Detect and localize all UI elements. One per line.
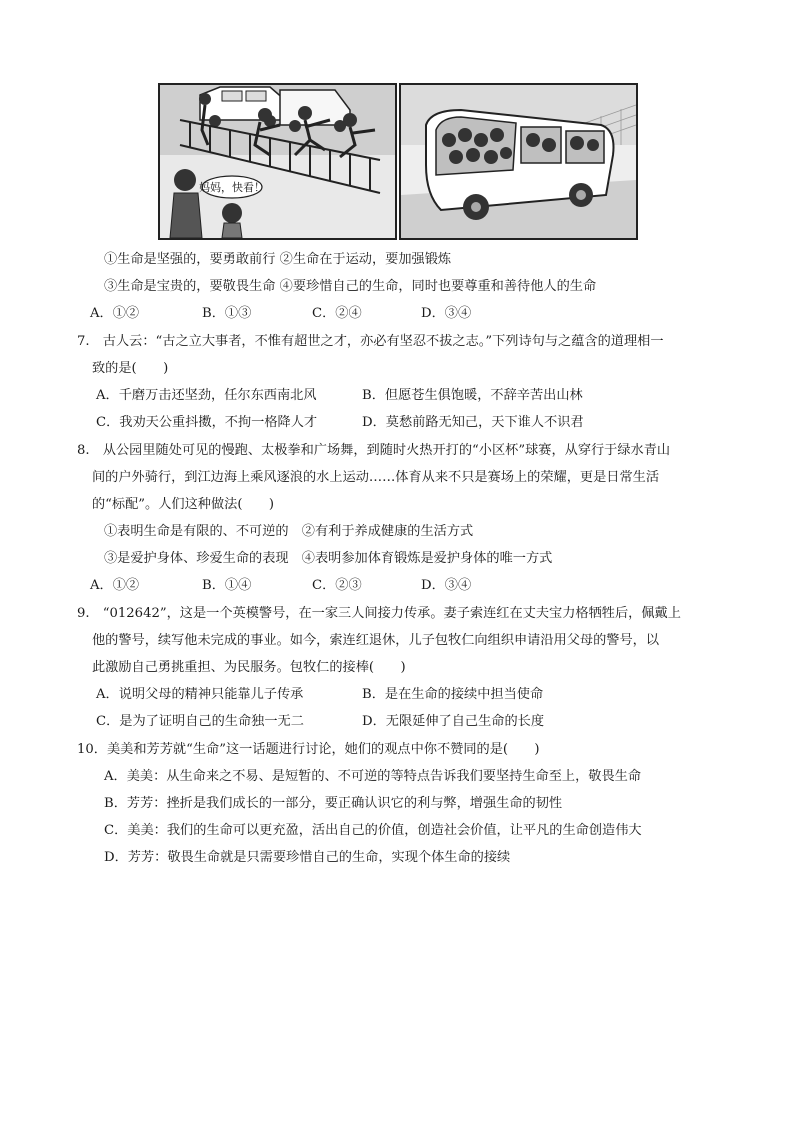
- q6-option-b: B．①③: [202, 306, 252, 321]
- q9-option-a: A．说明父母的精神只能靠儿子传承: [96, 687, 304, 702]
- q6-option-a: A．①②: [90, 306, 140, 321]
- q6-option-d: D．③④: [421, 306, 472, 321]
- q7-stem-line-2: 致的是( ): [92, 361, 169, 376]
- q6-statement-line-1: ①生命是坚强的，要勇敢前行 ②生命在于运动，要加强锻炼: [104, 252, 452, 267]
- q9-option-b: B．是在生命的接续中担当使命: [362, 687, 544, 702]
- q10-option-b: B．芳芳：挫折是我们成长的一部分，要正确认识它的利与弊，增强生命的韧性: [104, 796, 563, 811]
- q8-option-b: B．①④: [202, 578, 252, 593]
- q7-option-d: D．莫愁前路无知己，天下谁人不识君: [362, 415, 584, 430]
- q6-option-c: C．②④: [312, 306, 362, 321]
- q7-stem-line-1: 7. 古人云：“古之立大事者，不惟有超世之才，亦必有坚忍不拔之志。”下列诗句与之蕴含的道理相一: [77, 334, 664, 349]
- q8-option-a: A．①②: [90, 578, 140, 593]
- q8-stem-line-1: 8. 从公园里随处可见的慢跑、太极拳和广场舞，到随时火热开打的“小区杯”球赛，从穿行于绿水青山: [77, 443, 671, 458]
- q9-option-d: D．无限延伸了自己生命的长度: [362, 714, 545, 729]
- q8-option-c: C．②③: [312, 578, 362, 593]
- speech-bubble-text: 妈妈，快看！: [199, 181, 265, 194]
- q9-stem-line-1: 9. “012642”，这是一个英模警号，在一家三人间接力传承。妻子索连红在丈夫宝力格牺牲后，佩戴上: [77, 606, 681, 621]
- q10-option-d: D．芳芳：敬畏生命就是只需要珍惜自己的生命，实现个体生命的接续: [104, 850, 511, 865]
- q8-stem-line-3: 的“标配”。人们这种做法( ): [92, 497, 275, 512]
- q10-option-c: C．美美：我们的生命可以更充盈，活出自己的价值，创造社会价值，让平凡的生命创造伟大: [104, 823, 642, 838]
- q10-stem: 10．美美和芳芳就“生命”这一话题进行讨论，她们的观点中你不赞同的是( ): [77, 742, 540, 757]
- q10-option-a: A．美美：从生命来之不易、是短暂的、不可逆的等特点告诉我们要坚持生命至上，敬畏生命: [104, 769, 642, 784]
- q8-statement-line-1: ①表明生命是有限的、不可逆的 ②有利于养成健康的生活方式: [104, 524, 474, 539]
- q7-option-b: B．但愿苍生俱饱暖，不辞辛苦出山林: [362, 388, 583, 403]
- q7-option-c: C．我劝天公重抖擞，不拘一格降人才: [96, 415, 318, 430]
- q6-statement-line-2: ③生命是宝贵的，要敬畏生命 ④要珍惜自己的生命，同时也要尊重和善待他人的生命: [104, 279, 597, 294]
- cartoon-crowded-bus: [399, 83, 638, 240]
- q8-statement-line-2: ③是爱护身体、珍爱生命的表现 ④表明参加体育锻炼是爱护身体的唯一方式: [104, 551, 553, 566]
- q8-option-d: D．③④: [421, 578, 472, 593]
- q8-stem-line-2: 间的户外骑行，到江边海上乘风逐浪的水上运动……体育从来不只是赛场上的荣耀，更是日常生活: [92, 470, 660, 485]
- cartoon-fence-jumping: [158, 83, 397, 240]
- q7-option-a: A．千磨万击还坚劲，任尔东西南北风: [96, 388, 317, 403]
- q9-option-c: C．是为了证明自己的生命独一无二: [96, 714, 304, 729]
- q9-stem-line-3: 此激励自己勇挑重担、为民服务。包牧仁的接棒( ): [92, 660, 406, 675]
- q9-stem-line-2: 他的警号，续写他未完成的事业。如今，索连红退休，儿子包牧仁向组织申请沿用父母的警号，以: [92, 633, 660, 648]
